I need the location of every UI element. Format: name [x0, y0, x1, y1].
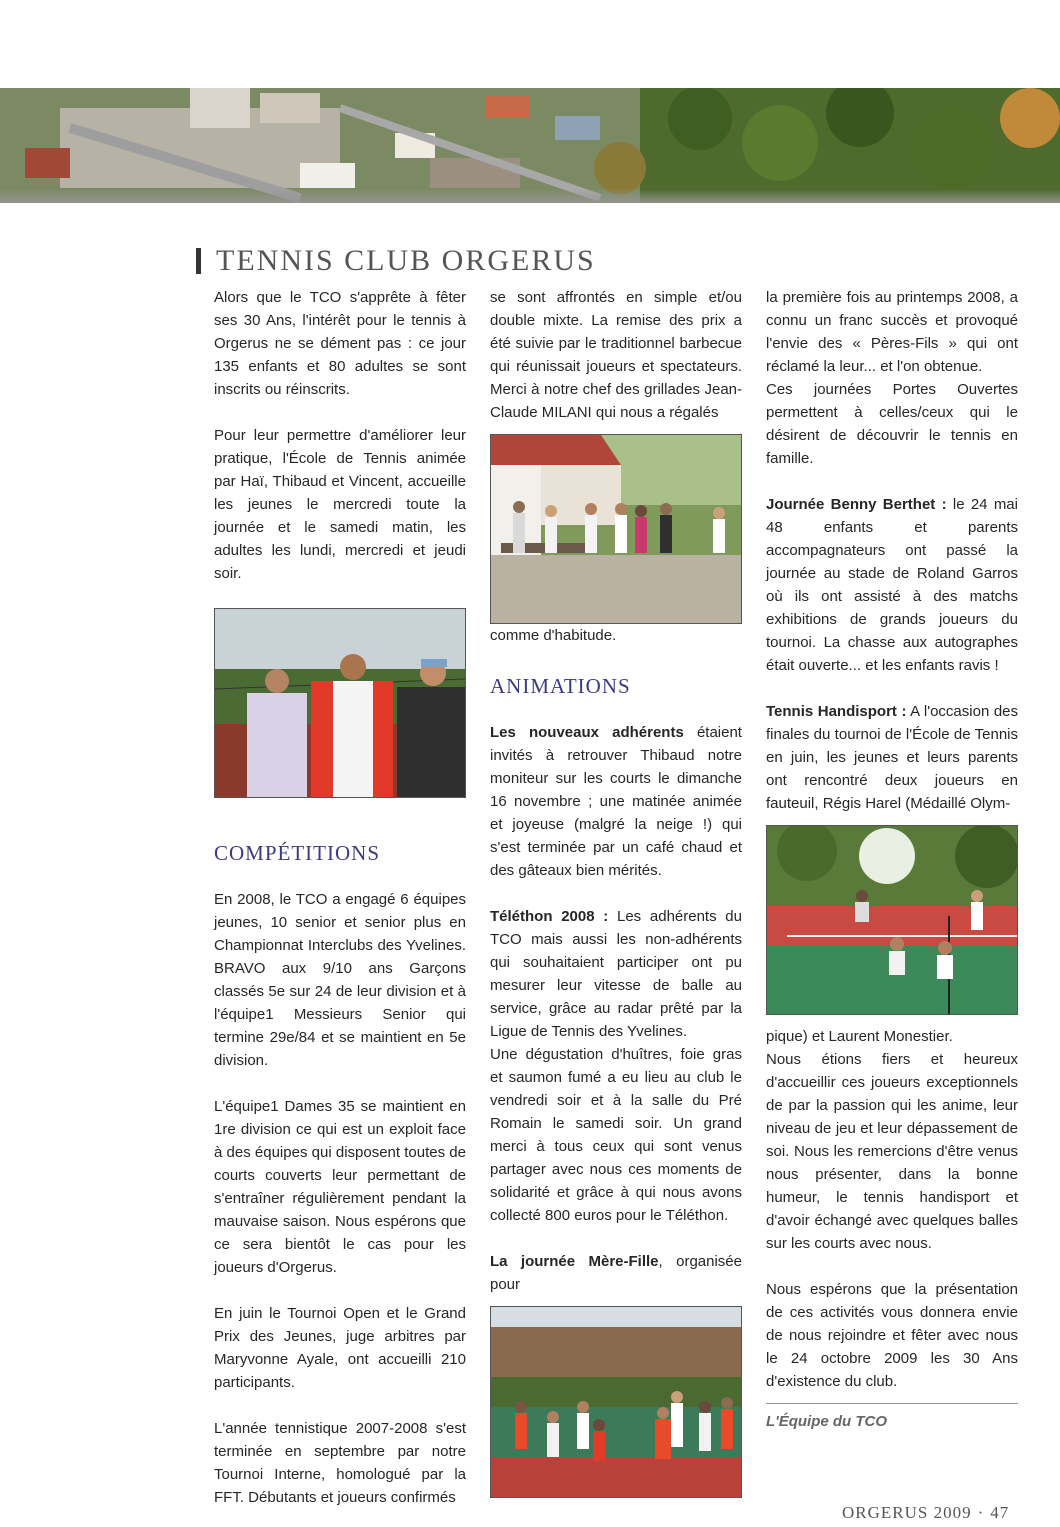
telethon-paragraph: [490, 905, 742, 1043]
closing-paragraph: Nous espérons que la présentation de ces activités vous donnera envie de nous rejoindre et fêter avec nous le 24 octobre 2009 les 30 Ans d'existence du club.: [766, 1281, 1018, 1390]
open-days-paragraph: la première fois au printemps 2008, a connu un franc succès et provoqué l'envie des « Pères-Fils » qui ont réclamé la leur... et l'on obtenue.: [766, 289, 1018, 375]
benny-berthet-paragraph: [766, 493, 1018, 677]
page-footer: [842, 1503, 1009, 1523]
section-heading-competitions: COMPÉTITIONS: [214, 841, 381, 865]
thanks-paragraph: Nous étions fiers et heureux d'accueillir ces joueurs exceptionnels de par la passion qui les anime, leur niveau de jeu et leur dépassement de soi. Nous les remercions d'être venus nous présenter, dans la bonne humeur, le tennis handisport et d'avoir échangé avec quelques balles sur les courts avec nous.: [766, 1051, 1018, 1252]
signature: L'Équipe du TCO: [766, 1403, 1018, 1433]
handisport-paragraph: [766, 700, 1018, 815]
barbecue-photo: [490, 434, 742, 624]
mother-daughter-paragraph: [490, 1250, 742, 1296]
page-title: TENNIS CLUB ORGERUS: [216, 244, 596, 277]
coaches-photo: [214, 608, 466, 798]
telethon-text: Les adhérents du TCO mais aussi les non-adhérents qui souhaitaient participer ont pu mesurer leur vitesse de balle au service, grâce au radar prêté par la Ligue de Tennis des Yvelines.: [490, 908, 742, 1040]
mother-daughter-photo: [490, 1306, 742, 1498]
awards-paragraph-end: comme d'habitude.: [490, 627, 617, 644]
benny-berthet-text: le 24 mai 48 enfants et parents accompagnateurs ont passé la journée au stade de Roland Garros où ils ont assisté à des matchs exhibitions de grands joueurs du tournoi. La chasse aux autographes était ouverte... et les enfants ravis !: [766, 496, 1018, 674]
title-accent-bar: [196, 248, 201, 274]
tennis-school-paragraph: Pour leur permettre d'améliorer leur pratique, l'École de Tennis animée par Haï, Thibaud et Vincent, accueille les jeunes le mercredi toute la journée et le samedi matin, les adultes les lundi, mercredi et jeudi soir.: [214, 427, 466, 582]
handisport-text: A l'occasion des finales du tournoi de l'École de Tennis en juin, les jeunes et leurs parents ont rencontré deux joueurs en fauteuil, Régis Harel (Médaillé Olym-: [766, 703, 1019, 812]
family-days-paragraph: Ces journées Portes Ouvertes permettent à celles/ceux qui le désirent de découvrir le tennis en famille.: [766, 381, 1018, 467]
handisport-paragraph-end: pique) et Laurent Monestier.: [766, 1028, 953, 1045]
aerial-village-photo: [0, 88, 1060, 203]
competitions-paragraph: En 2008, le TCO a engagé 6 équipes jeunes, 10 senior et senior plus en Championnat Interclubs des Yvelines. BRAVO aux 9/10 ans Garçons classés 5e sur 24 de leur division et à l'équipe1 Messieurs Senior qui termine 29e/84 et se maintient en 5e division.: [214, 891, 466, 1069]
column-2: [490, 286, 742, 1508]
awards-paragraph: se sont affrontés en simple et/ou double mixte. La remise des prix a été suivie par le traditionnel barbecue qui réunissait joueurs et spectateurs. Merci à notre chef des grillades Jean-Claude MILANI qui nous a régalés: [490, 289, 742, 421]
new-members-text: étaient invités à retrouver Thibaud notre moniteur sur les courts le dimanche 16 novembre ; une matinée animée et joyeuse (malgré la neige !) qui s'est terminée par un café chaud et des gâteaux bien mérités.: [490, 724, 742, 879]
section-heading-animations: ANIMATIONS: [490, 674, 631, 698]
internal-tournament-paragraph: L'année tennistique 2007-2008 s'est terminée en septembre par notre Tournoi Interne, homologué par la FFT. Débutants et joueurs confirmés: [214, 1420, 466, 1506]
footer-label: ORGERUS 2009: [842, 1503, 972, 1522]
column-3: [766, 286, 1018, 1433]
mother-daughter-text: , organisée pour: [490, 1253, 742, 1293]
new-members-paragraph: [490, 721, 742, 882]
footer-separator: ·: [977, 1503, 985, 1522]
page-number: 47: [990, 1503, 1010, 1522]
telethon-lead: Téléthon 2008 :: [490, 908, 609, 925]
intro-paragraph: Alors que le TCO s'apprête à fêter ses 30 Ans, l'intérêt pour le tennis à Orgerus ne se dément pas : ce jour 135 enfants et 80 adultes se sont inscrits ou réinscrits.: [214, 289, 466, 398]
column-1: [214, 286, 466, 1509]
telethon-tasting-paragraph: Une dégustation d'huîtres, foie gras et saumon fumé a eu lieu au club le vendredi soir et à la salle du Pré Romain le samedi soir. Un grand merci à tous ceux qui sont venus partager avec nous ces moments de solidarité et grâce à qui nous avons collecté 800 euros pour le Téléthon.: [490, 1046, 742, 1224]
open-tournament-paragraph: En juin le Tournoi Open et le Grand Prix des Jeunes, juge arbitres par Maryvonne Ayale, ont accueilli 210 participants.: [214, 1305, 466, 1391]
handisport-lead: Tennis Handisport :: [766, 703, 907, 720]
mother-daughter-lead: La journée Mère-Fille: [490, 1253, 659, 1270]
handisport-photo: [766, 825, 1018, 1015]
ladies-team-paragraph: L'équipe1 Dames 35 se maintient en 1re division ce qui est un exploit face à des équipes qui disposent toutes de courts couverts leur permettant de s'entraîner régulièrement pendant la mauvaise saison. Nous espérons que ce sera bientôt le cas pour les joueurs d'Orgerus.: [214, 1098, 466, 1276]
new-members-lead: Les nouveaux adhérents: [490, 724, 684, 741]
benny-berthet-lead: Journée Benny Berthet :: [766, 496, 947, 513]
